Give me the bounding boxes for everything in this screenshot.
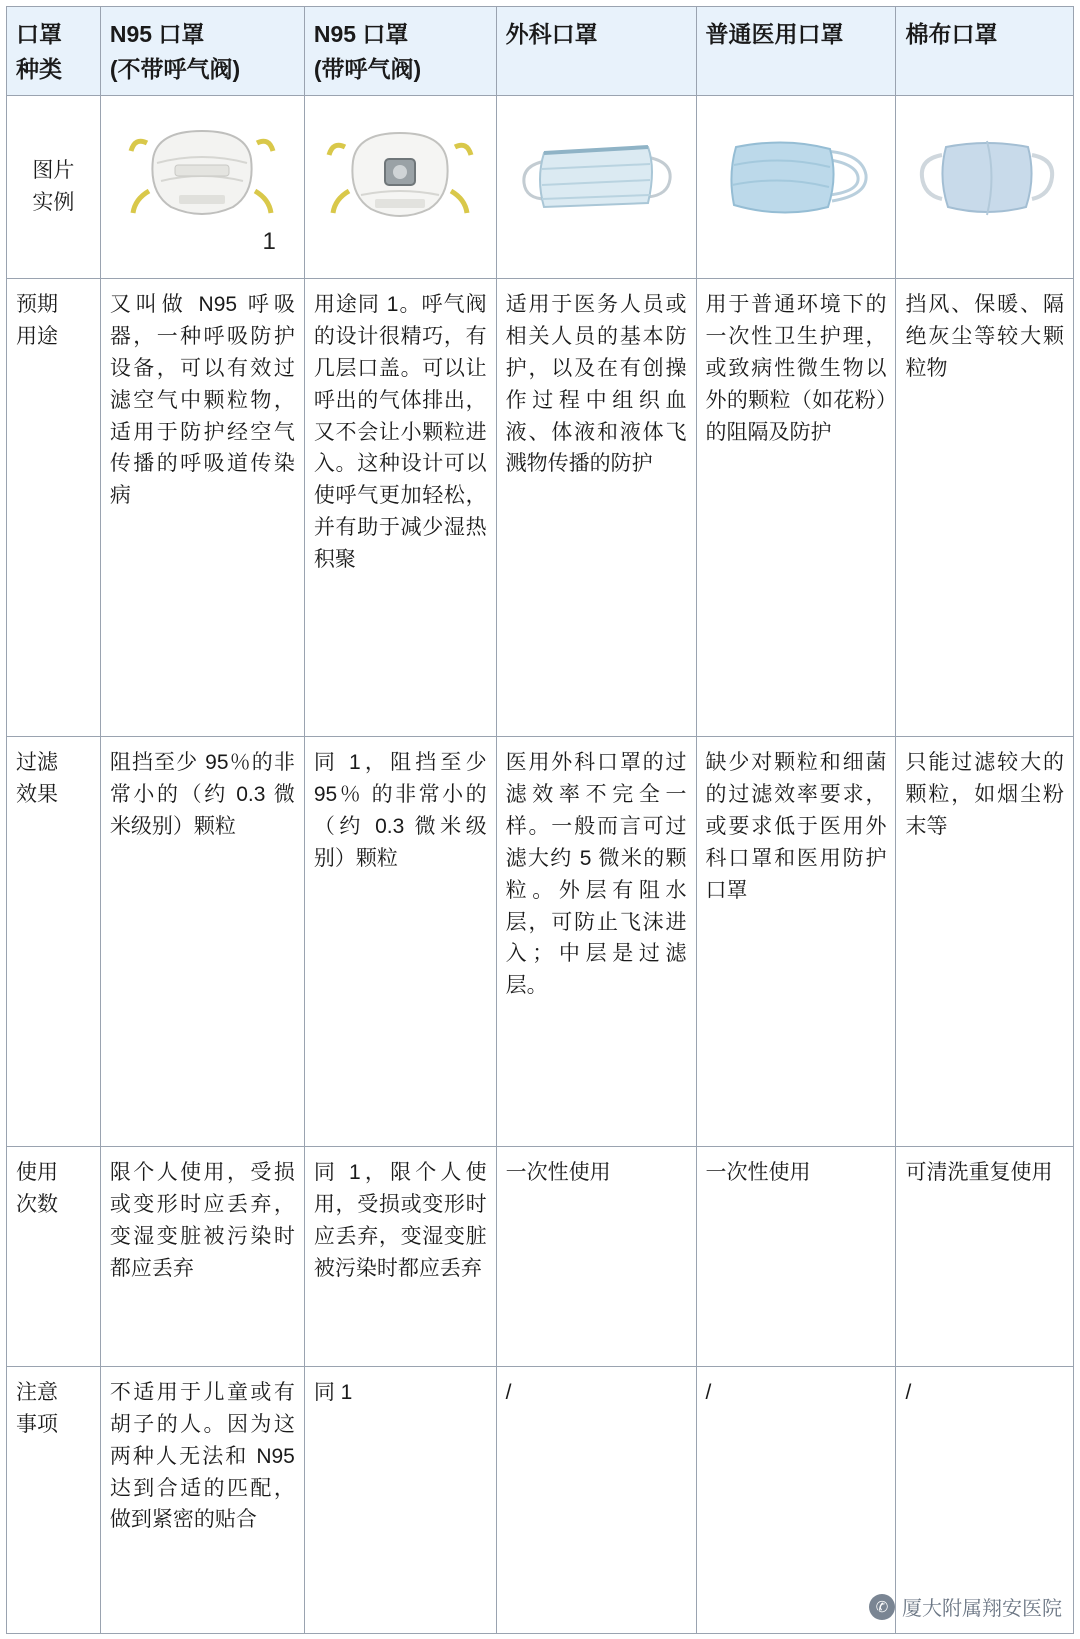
n95-mask-with-valve-photo: [311, 107, 490, 257]
cell-filtration-medical-common: 缺少对颗粒和细菌的过滤效率要求，或要求低于医用外科口罩和医用防护口罩: [696, 737, 896, 1147]
wechat-account-badge: [869, 1592, 1062, 1621]
header-n95-no-valve-line1: N95 口罩: [109, 21, 205, 47]
cell-purpose-n95-no-valve: 又叫做 N95 呼吸器，一种呼吸防护设备，可以有效过滤空气中颗粒物，适用于防护经空气传播的呼吸道传染病: [100, 278, 304, 736]
image-note-1: 1: [262, 228, 276, 256]
cell-image-surgical: [496, 95, 696, 278]
row-label-usage-times-line2: 次数: [16, 1193, 58, 1217]
row-label-notes-line1: 注意: [16, 1380, 58, 1404]
header-cell-medical-common: [696, 7, 896, 96]
surgical-mask-icon: [506, 107, 686, 247]
cotton-mask-photo: [902, 107, 1067, 257]
header-n95-valve-line1: N95 口罩: [313, 21, 409, 47]
cell-notes-surgical: /: [496, 1366, 696, 1633]
cell-image-medical-common: [696, 95, 896, 278]
row-label-images-line2: 实例: [32, 190, 75, 214]
cell-usage-n95-no-valve: 限个人使用，受损或变形时应丢弃，变湿变脏被污染时都应丢弃: [100, 1147, 304, 1366]
cotton-mask-icon: [902, 107, 1072, 247]
row-label-usage-times: [7, 1147, 101, 1366]
row-label-purpose: [7, 278, 101, 736]
cell-notes-n95-valve: 同 1: [304, 1366, 496, 1633]
table-row: [7, 278, 1074, 736]
row-label-filtration: [7, 737, 101, 1147]
cell-usage-cotton: 可清洗重复使用: [896, 1147, 1074, 1366]
surgical-mask-photo: [503, 107, 690, 257]
header-n95-no-valve-line2: (不带呼气阀): [109, 55, 241, 82]
table-row: [7, 1147, 1074, 1366]
cell-notes-cotton: /: [896, 1366, 1074, 1633]
header-cell-cotton: [896, 7, 1074, 96]
cell-notes-medical-common: /: [696, 1366, 896, 1633]
n95-mask-with-valve-icon: [315, 107, 485, 247]
header-n95-valve-line2: (带呼气阀): [313, 55, 422, 82]
cell-filtration-n95-valve: 同 1，阻挡至少 95％ 的非常小的（约 0.3 微米级别）颗粒: [304, 737, 496, 1147]
table-row: [7, 737, 1074, 1147]
cell-notes-n95-no-valve: 不适用于儿童或有胡子的人。因为这两种人无法和 N95 达到合适的匹配，做到紧密的贴合: [100, 1366, 304, 1633]
cell-purpose-surgical: 适用于医务人员或相关人员的基本防护，以及在有创操作过程中组织血液、体液和液体飞溅物传播的防护: [496, 278, 696, 736]
table-row: [7, 95, 1074, 278]
cell-purpose-cotton: 挡风、保暖、隔绝灰尘等较大颗粒物: [896, 278, 1074, 736]
cell-filtration-surgical: 医用外科口罩的过滤效率不完全一样。一般而言可过滤大约 5 微米的颗粒。外层有阻水层，可防止飞沫进入；中层是过滤层。: [496, 737, 696, 1147]
header-cell-n95-valve: [304, 7, 496, 96]
row-label-purpose-line1: 预期: [16, 292, 58, 316]
header-cotton-line1: 棉布口罩: [905, 21, 998, 47]
table-header: [7, 7, 1074, 96]
row-label-notes-line2: 事项: [16, 1412, 58, 1436]
cell-usage-medical-common: 一次性使用: [696, 1147, 896, 1366]
header-cell-surgical: [496, 7, 696, 96]
row-label-usage-times-line1: 使用: [16, 1161, 58, 1185]
cell-filtration-cotton: 只能过滤较大的颗粒，如烟尘粉末等: [896, 737, 1074, 1147]
cell-usage-n95-valve: 同 1，限个人使用，受损或变形时应丢弃，变湿变脏被污染时都应丢弃: [304, 1147, 496, 1366]
header-medical-common-line1: 普通医用口罩: [705, 21, 844, 47]
medical-mask-photo: [703, 107, 890, 257]
medical-mask-icon: [706, 107, 886, 247]
row-label-notes: [7, 1366, 101, 1633]
table-body: [7, 95, 1074, 1633]
wechat-account-name: 厦大附属翔安医院: [902, 1598, 1062, 1620]
header-category-line2: 种类: [16, 55, 62, 82]
row-label-purpose-line2: 用途: [16, 324, 58, 348]
cell-purpose-n95-valve: 用途同 1。呼气阀的设计很精巧，有几层口盖。可以让呼出的气体排出，又不会让小颗粒进入。这种设计可以使呼气更加轻松，并有助于减少湿热积聚: [304, 278, 496, 736]
header-row: [7, 7, 1074, 96]
header-cell-category: [7, 7, 101, 96]
cell-filtration-n95-no-valve: 阻挡至少 95％的非常小的（约 0.3 微米级别）颗粒: [100, 737, 304, 1147]
n95-mask-no-valve-photo: [107, 107, 298, 257]
header-category-line1: 口罩: [16, 21, 62, 47]
cell-purpose-medical-common: 用于普通环境下的一次性卫生护理，或致病性微生物以外的颗粒（如花粉）的阻隔及防护: [696, 278, 896, 736]
row-label-images: [7, 95, 101, 278]
row-label-filtration-line2: 效果: [16, 782, 58, 806]
cell-image-n95-valve: [304, 95, 496, 278]
row-label-filtration-line1: 过滤: [16, 751, 58, 775]
header-cell-n95-no-valve: [100, 7, 304, 96]
cell-image-cotton: [896, 95, 1074, 278]
wechat-icon: ✆: [869, 1594, 895, 1620]
header-surgical-line1: 外科口罩: [505, 21, 598, 47]
cell-image-n95-no-valve: [100, 95, 304, 278]
mask-comparison-table: [6, 6, 1074, 1634]
cell-usage-surgical: 一次性使用: [496, 1147, 696, 1366]
row-label-images-line1: 图片: [32, 159, 75, 182]
